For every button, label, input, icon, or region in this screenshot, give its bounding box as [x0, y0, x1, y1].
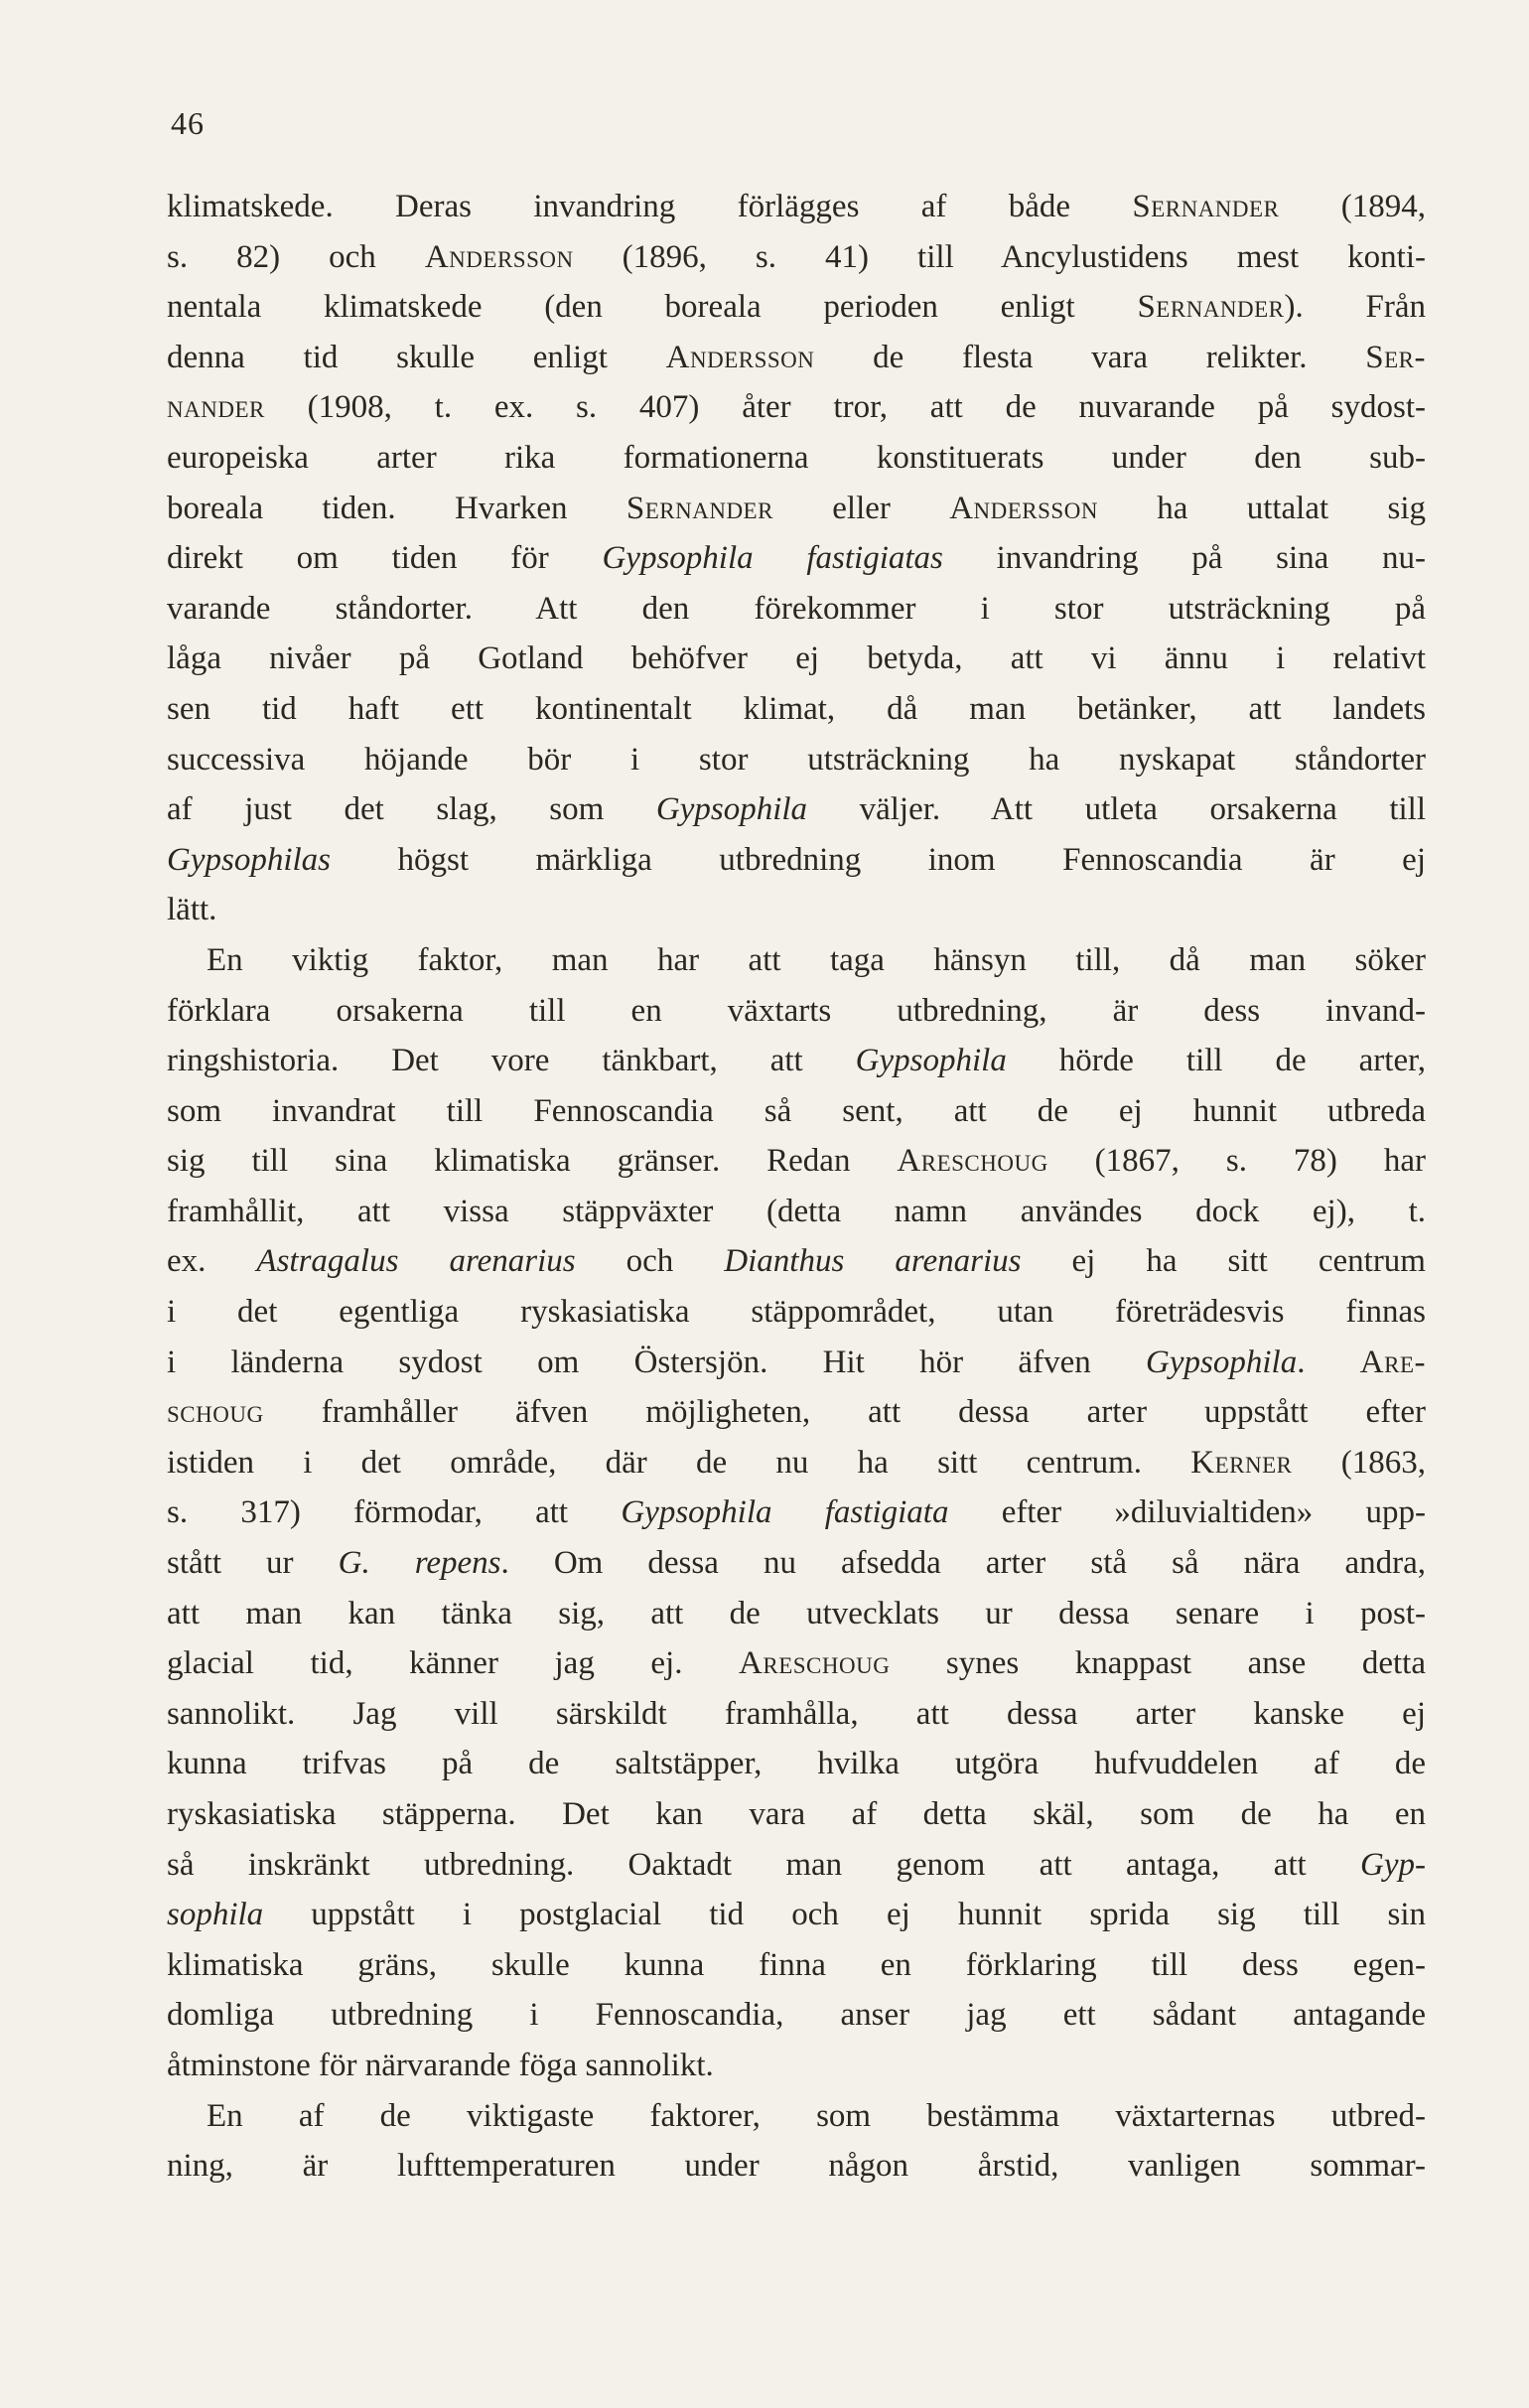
text-run: nentala klimatskede (den boreala perioden enligt	[167, 289, 1138, 326]
body-text	[167, 182, 1426, 2192]
text-run: i det egentliga ryskasiatiska stäppområdet, utan företrädesvis finnas	[167, 1294, 1426, 1331]
text-run: stått ur	[167, 1545, 339, 1582]
text-line	[167, 1287, 1426, 1338]
text-line	[167, 2091, 1426, 2142]
text-run: denna tid skulle enligt	[167, 339, 666, 375]
text-line	[167, 2041, 1426, 2091]
species-name: Astragalus arenarius	[256, 1243, 576, 1280]
text-run: framhåller äfven möjligheten, att dessa arter uppstått efter	[263, 1394, 1426, 1431]
text-run: åtminstone för närvarande föga sannolikt.	[167, 2047, 714, 2083]
text-line	[167, 1086, 1426, 1137]
text-line	[167, 986, 1426, 1037]
text-run: att man kan tänka sig, att de utvecklats ur dessa senare i post-	[167, 1595, 1426, 1631]
species-name: Gypsophila fastigiatas	[602, 540, 943, 577]
text-line	[167, 735, 1426, 785]
text-line	[167, 1589, 1426, 1639]
text-run: europeiska arter rika formationerna konstituerats under den sub-	[167, 439, 1426, 476]
text-run: uppstått i postglacial tid och ej hunnit sprida sig till sin	[263, 1897, 1426, 1933]
text-line	[167, 1136, 1426, 1187]
text-run: . Om dessa nu afsedda arter stå så nära andra,	[500, 1545, 1426, 1582]
text-run: och	[575, 1243, 725, 1280]
species-name: Gypsophila	[855, 1043, 1007, 1079]
text-run: framhållit, att vissa stäppväxter (detta namn användes dock ej), t.	[167, 1193, 1426, 1229]
text-run: väljer. Att utleta orsakerna till	[807, 791, 1426, 828]
author-name: Sernander	[1132, 189, 1280, 224]
text-line	[167, 1840, 1426, 1891]
author-name: Areschoug	[739, 1645, 891, 1682]
page-number: 46	[171, 105, 205, 141]
text-run: En af de viktigaste faktorer, som bestämma växtarternas utbred-	[207, 2097, 1426, 2134]
text-line	[167, 182, 1426, 232]
text-line	[167, 1890, 1426, 1940]
text-run: af just det slag, som	[167, 791, 656, 828]
text-line	[167, 1990, 1426, 2041]
text-line	[167, 1940, 1426, 1991]
text-line	[167, 1036, 1426, 1086]
text-line	[167, 232, 1426, 283]
text-run: låga nivåer på Gotland behöfver ej betyda, att vi ännu i relativt	[167, 640, 1426, 677]
text-run: boreala tiden. Hvarken	[167, 490, 626, 526]
text-run: sannolikt. Jag vill särskildt framhålla, att dessa arter kanske ej	[167, 1695, 1426, 1732]
text-line	[167, 1789, 1426, 1840]
text-line	[167, 533, 1426, 584]
text-run: ej ha sitt centrum	[1021, 1243, 1426, 1280]
species-name: Gypsophila fastigiata	[621, 1494, 949, 1531]
text-line	[167, 1739, 1426, 1789]
text-run: varande ståndorter. Att den förekommer i stor utsträckning på	[167, 590, 1426, 627]
text-line	[167, 1187, 1426, 1237]
text-run: (1896, s. 41) till Ancylustidens mest konti-	[573, 238, 1426, 275]
text-run: s. 317) förmodar, att	[167, 1494, 622, 1531]
text-run: (1908, t. ex. s. 407) åter tror, att de nuvarande på sydost-	[264, 389, 1426, 426]
text-line	[167, 1338, 1426, 1388]
text-run: lätt.	[167, 892, 217, 928]
text-run: klimatskede. Deras invandring förlägges af både	[167, 189, 1133, 224]
author-name: Are-	[1359, 1344, 1426, 1380]
text-run: invandring på sina nu-	[942, 540, 1426, 577]
author-name: nander	[167, 389, 265, 426]
author-name: schoug	[167, 1394, 264, 1431]
text-run: sen tid haft ett kontinentalt klimat, då man betänker, att landets	[167, 690, 1426, 727]
text-line	[167, 484, 1426, 534]
text-line	[167, 1487, 1426, 1538]
text-line	[167, 584, 1426, 635]
text-run: (1863,	[1292, 1444, 1426, 1481]
text-line	[167, 634, 1426, 684]
text-run: ryskasiatiska stäpperna. Det kan vara af detta skäl, som de ha en	[167, 1796, 1426, 1832]
text-run: de flesta vara relikter.	[814, 339, 1366, 375]
species-name: Gypsophilas	[167, 841, 331, 878]
text-line	[167, 1689, 1426, 1740]
text-line	[167, 1438, 1426, 1488]
text-line	[167, 885, 1426, 935]
text-line	[167, 1538, 1426, 1589]
text-run: istiden i det område, där de nu ha sitt centrum.	[167, 1444, 1191, 1481]
text-run: i länderna sydost om Östersjön. Hit hör äfven	[167, 1344, 1147, 1380]
text-line	[167, 684, 1426, 735]
text-line	[167, 433, 1426, 484]
text-run: ha uttalat sig	[1097, 490, 1426, 526]
text-run: (1894,	[1279, 189, 1426, 224]
text-run: ning, är lufttemperaturen under någon årstid, vanligen sommar-	[167, 2148, 1426, 2185]
species-name: Gypsophila	[655, 791, 808, 828]
text-run: glacial tid, känner jag ej.	[167, 1645, 740, 1682]
text-run: ). Från	[1284, 289, 1426, 326]
species-name: Gyp-	[1360, 1846, 1426, 1883]
text-run: eller	[772, 490, 950, 526]
text-run: klimatiska gräns, skulle kunna finna en förklaring till dess egen-	[167, 1946, 1426, 1983]
text-run: kunna trifvas på de saltstäpper, hvilka utgöra hufvuddelen af de	[167, 1746, 1426, 1782]
text-run: ringshistoria. Det vore tänkbart, att	[167, 1043, 856, 1079]
species-name: Dianthus arenarius	[724, 1243, 1022, 1280]
text-run: En viktig faktor, man har att taga hänsyn till, då man söker	[207, 941, 1426, 978]
text-run: högst märkliga utbredning inom Fennoscandia är ej	[331, 841, 1426, 878]
text-line	[167, 382, 1426, 433]
author-name: Andersson	[665, 339, 815, 375]
text-run: som invandrat till Fennoscandia så sent, att de ej hunnit utbreda	[167, 1092, 1426, 1129]
text-run: hörde till de arter,	[1006, 1043, 1426, 1079]
text-run: förklara orsakerna till en växtarts utbredning, är dess invand-	[167, 992, 1426, 1029]
text-run: ex.	[167, 1243, 257, 1280]
author-name: Andersson	[424, 238, 574, 275]
species-name: Gypsophila	[1146, 1344, 1298, 1380]
text-line	[167, 1387, 1426, 1438]
text-run: synes knappast anse detta	[890, 1645, 1426, 1682]
species-name: sophila	[167, 1897, 264, 1933]
text-run: s. 82) och	[167, 238, 425, 275]
species-name: G. repens	[338, 1545, 501, 1582]
text-line	[167, 1638, 1426, 1689]
text-line	[167, 282, 1426, 333]
text-run: sig till sina klimatiska gränser. Redan	[167, 1143, 898, 1180]
text-line	[167, 935, 1426, 986]
text-line	[167, 333, 1426, 383]
author-name: Areschoug	[897, 1143, 1048, 1180]
text-run: (1867, s. 78) har	[1047, 1143, 1426, 1180]
text-line	[167, 835, 1426, 886]
author-name: Kerner	[1190, 1444, 1293, 1481]
author-name: Ser-	[1365, 339, 1426, 375]
text-run: så inskränkt utbredning. Oaktadt man genom att antaga, att	[167, 1846, 1361, 1883]
author-name: Sernander	[626, 490, 773, 526]
author-name: Andersson	[949, 490, 1098, 526]
text-run: .	[1297, 1344, 1360, 1380]
author-name: Sernander	[1137, 289, 1285, 326]
text-run: successiva höjande bör i stor utsträckning ha nyskapat ståndorter	[167, 741, 1426, 778]
text-line	[167, 2141, 1426, 2192]
text-run: domliga utbredning i Fennoscandia, anser jag ett sådant antagande	[167, 1997, 1426, 2034]
text-run: direkt om tiden för	[167, 540, 603, 577]
text-line	[167, 1236, 1426, 1287]
text-line	[167, 784, 1426, 835]
text-run: efter »diluvialtiden» upp-	[948, 1494, 1426, 1531]
